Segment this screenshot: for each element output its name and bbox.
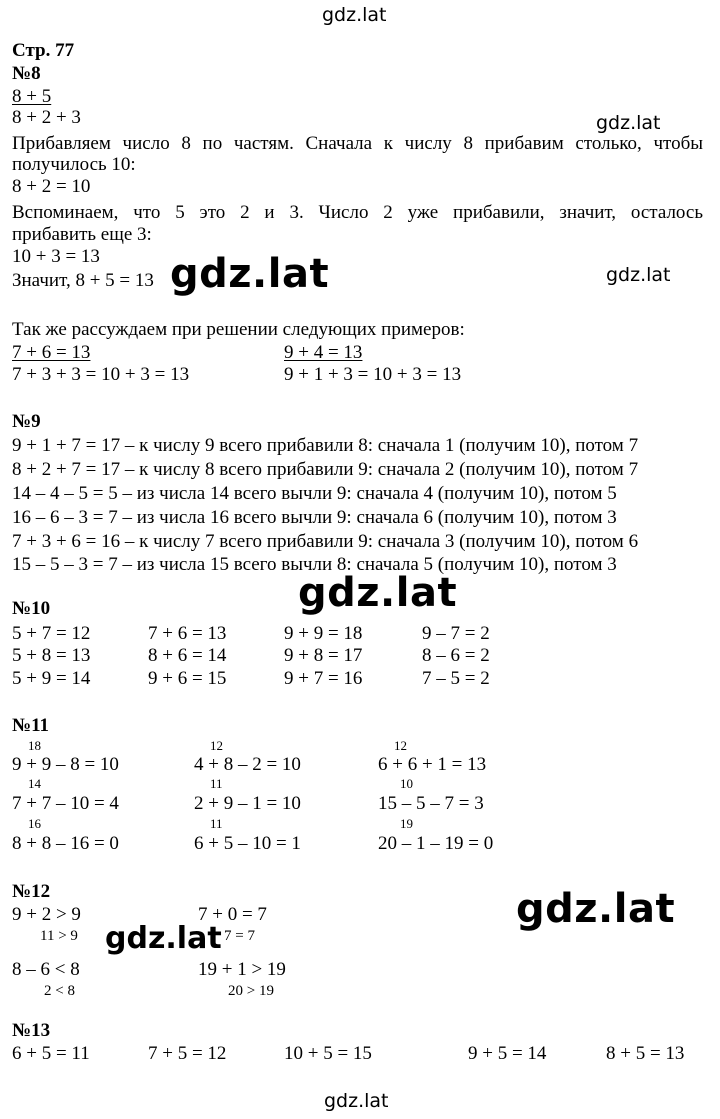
comparison-result: 11 > 9 xyxy=(40,928,78,944)
watermark: gdz.lat xyxy=(105,921,222,956)
equation: 6 + 5 – 10 = 1 xyxy=(194,833,301,854)
equation: 9 + 6 = 15 xyxy=(148,668,227,689)
equation: 9 + 8 = 17 xyxy=(284,645,363,666)
watermark: gdz.lat xyxy=(606,264,671,286)
intermediate-result: 12 xyxy=(394,738,407,753)
comparison: 9 + 2 > 9 xyxy=(12,904,81,925)
explanation-line: получилось 10: xyxy=(12,154,136,175)
intermediate-result: 14 xyxy=(28,776,41,791)
example-expression: 9 + 4 = 13 xyxy=(284,342,363,363)
equation: 10 + 5 = 15 xyxy=(284,1043,372,1064)
solution-step: 10 + 3 = 13 xyxy=(12,246,100,267)
list-item: 8 + 2 + 7 = 17 – к числу 8 всего прибавили 9: сначала 2 (получим 10), потом 7 xyxy=(12,459,639,480)
equation: 4 + 8 – 2 = 10 xyxy=(194,754,301,775)
watermark: gdz.lat xyxy=(298,570,458,616)
solution-step: 8 + 2 = 10 xyxy=(12,176,91,197)
equation: 15 – 5 – 7 = 3 xyxy=(378,793,484,814)
equation: 9 – 7 = 2 xyxy=(422,623,490,644)
list-item: 7 + 3 + 6 = 16 – к числу 7 всего прибавили 9: сначала 3 (получим 10), потом 6 xyxy=(12,531,639,552)
equation: 7 + 5 = 12 xyxy=(148,1043,227,1064)
watermark: gdz.lat xyxy=(170,251,330,297)
equation: 7 + 7 – 10 = 4 xyxy=(12,793,119,814)
equation: 5 + 9 = 14 xyxy=(12,668,91,689)
explanation-line: Прибавляем число 8 по частям. Сначала к числу 8 прибавим столько, чтобы xyxy=(12,133,703,154)
equation: 9 + 7 = 16 xyxy=(284,668,363,689)
watermark: gdz.lat xyxy=(322,4,387,26)
intermediate-result: 11 xyxy=(210,776,223,791)
equation: 8 + 5 = 13 xyxy=(606,1043,685,1064)
comparison-result: 20 > 19 xyxy=(228,983,274,999)
exercise-9-title: №9 xyxy=(12,411,41,432)
explanation-line: Вспоминаем, что 5 это 2 и 3. Число 2 уже прибавили, значит, осталось xyxy=(12,202,703,223)
intermediate-result: 18 xyxy=(28,738,41,753)
explanation-line: Так же рассуждаем при решении следующих примеров: xyxy=(12,319,465,340)
list-item: 14 – 4 – 5 = 5 – из числа 14 всего вычли 9: сначала 4 (получим 10), потом 5 xyxy=(12,483,617,504)
equation: 6 + 6 + 1 = 13 xyxy=(378,754,487,775)
intermediate-result: 12 xyxy=(210,738,223,753)
comparison: 19 + 1 > 19 xyxy=(198,959,286,980)
equation: 9 + 9 = 18 xyxy=(284,623,363,644)
watermark: gdz.lat xyxy=(596,112,661,134)
comparison: 7 + 0 = 7 xyxy=(198,904,267,925)
exercise-10-title: №10 xyxy=(12,598,51,619)
equation: 8 + 8 – 16 = 0 xyxy=(12,833,119,854)
example-work: 9 + 1 + 3 = 10 + 3 = 13 xyxy=(284,364,462,385)
page-reference: Стр. 77 xyxy=(12,40,75,61)
equation: 7 + 6 = 13 xyxy=(148,623,227,644)
intermediate-result: 16 xyxy=(28,816,41,831)
comparison: 8 – 6 < 8 xyxy=(12,959,80,980)
watermark: gdz.lat xyxy=(324,1090,389,1112)
exercise-12-title: №12 xyxy=(12,881,51,902)
intermediate-result: 10 xyxy=(400,776,413,791)
comparison-result: 2 < 8 xyxy=(44,983,75,999)
exercise-8-split: 8 + 2 + 3 xyxy=(12,107,81,128)
list-item: 15 – 5 – 3 = 7 – из числа 15 всего вычли 8: сначала 5 (получим 10), потом 3 xyxy=(12,554,617,575)
equation: 7 – 5 = 2 xyxy=(422,668,490,689)
intermediate-result: 11 xyxy=(210,816,223,831)
exercise-8-expression: 8 + 5 xyxy=(12,86,52,107)
exercise-8-title: №8 xyxy=(12,63,41,84)
equation: 8 + 6 = 14 xyxy=(148,645,227,666)
equation: 9 + 9 – 8 = 10 xyxy=(12,754,119,775)
equation: 5 + 7 = 12 xyxy=(12,623,91,644)
watermark: gdz.lat xyxy=(516,886,676,932)
comparison-result: 7 = 7 xyxy=(224,928,255,944)
equation: 2 + 9 – 1 = 10 xyxy=(194,793,301,814)
list-item: 9 + 1 + 7 = 17 – к числу 9 всего прибавили 8: сначала 1 (получим 10), потом 7 xyxy=(12,435,639,456)
exercise-11-title: №11 xyxy=(12,715,50,736)
exercise-13-title: №13 xyxy=(12,1020,51,1041)
equation: 5 + 8 = 13 xyxy=(12,645,91,666)
equation: 8 – 6 = 2 xyxy=(422,645,490,666)
equation: 9 + 5 = 14 xyxy=(468,1043,547,1064)
conclusion: Значит, 8 + 5 = 13 xyxy=(12,270,154,291)
equation: 6 + 5 = 11 xyxy=(12,1043,90,1064)
list-item: 16 – 6 – 3 = 7 – из числа 16 всего вычли 9: сначала 6 (получим 10), потом 3 xyxy=(12,507,617,528)
example-expression: 7 + 6 = 13 xyxy=(12,342,91,363)
explanation-line: прибавить еще 3: xyxy=(12,224,152,245)
intermediate-result: 19 xyxy=(400,816,413,831)
equation: 20 – 1 – 19 = 0 xyxy=(378,833,494,854)
example-work: 7 + 3 + 3 = 10 + 3 = 13 xyxy=(12,364,190,385)
